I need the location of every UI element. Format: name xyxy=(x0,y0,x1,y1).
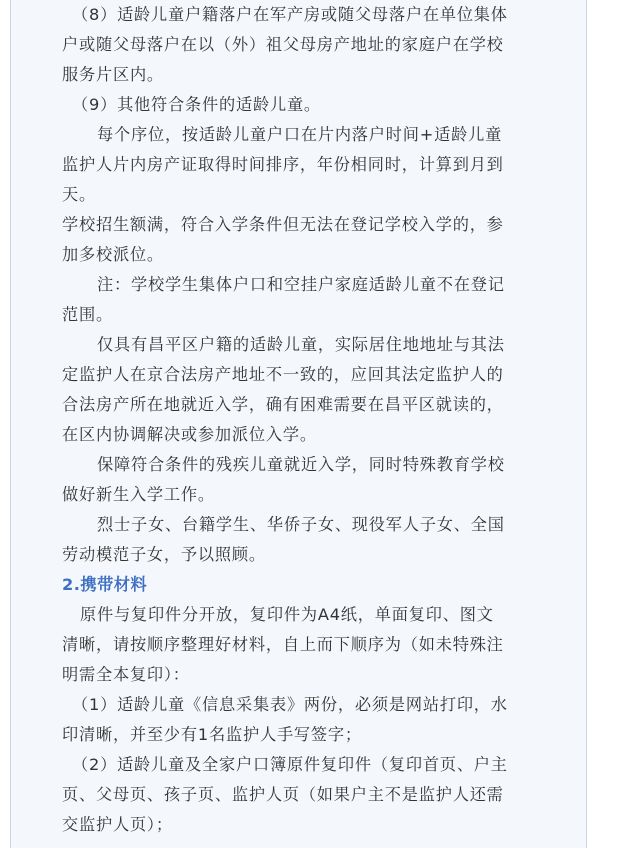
paragraph-line: 定监护人在京合法房产地址不一致的，应回其法定监护人的 xyxy=(62,365,504,384)
paragraph-line: （8）适龄儿童户籍落户在军产房或随父母落户在单位集体 xyxy=(72,5,508,24)
paragraph-line: 在区内协调解决或参加派位入学。 xyxy=(62,425,317,444)
paragraph-line: 原件与复印件分开放，复印件为A4纸，单面复印、图文 xyxy=(80,605,494,624)
paragraph-line: 范围。 xyxy=(62,305,113,324)
paragraph-line: 合法房产所在地就近入学，确有困难需要在昌平区就读的， xyxy=(62,395,504,414)
paragraph-line: 做好新生入学工作。 xyxy=(62,485,215,504)
article-body xyxy=(62,0,567,840)
paragraph-line: （2）适龄儿童及全家户口簿原件复印件（复印首页、户主 xyxy=(72,755,508,774)
paragraph-line: 劳动模范子女，予以照顾。 xyxy=(62,545,266,564)
paragraph-line: 印清晰，并至少有1名监护人手写签字； xyxy=(62,725,362,744)
paragraph-line: 户或随父母落户在以（外）祖父母房产地址的家庭户在学校 xyxy=(62,35,504,54)
paragraph-line: 监护人片内房产证取得时间排序，年份相同时，计算到月到 xyxy=(62,155,504,174)
paragraph-line: （1）适龄儿童《信息采集表》两份，必须是网站打印，水 xyxy=(72,695,508,714)
paragraph-line: 学校招生额满，符合入学条件但无法在登记学校入学的，参 xyxy=(62,215,504,234)
paragraph-line: 保障符合条件的残疾儿童就近入学，同时特殊教育学校 xyxy=(97,455,505,474)
paragraph-line: 清晰，请按顺序整理好材料，自上而下顺序为（如未特殊注 xyxy=(62,635,504,654)
paragraph-line: 交监护人页）； xyxy=(62,815,173,834)
paragraph-line: （9）其他符合条件的适龄儿童。 xyxy=(72,95,321,114)
paragraph-line: 天。 xyxy=(62,185,96,204)
paragraph-line: 烈士子女、台籍学生、华侨子女、现役军人子女、全国 xyxy=(97,515,505,534)
paragraph-line: 服务片区内。 xyxy=(62,65,164,84)
section-heading: 2.携带材料 xyxy=(62,575,148,594)
paragraph-line: 每个序位，按适龄儿童户口在片内落户时间+适龄儿童 xyxy=(97,125,503,144)
paragraph-line: 仅具有昌平区户籍的适龄儿童，实际居住地地址与其法 xyxy=(97,335,505,354)
paragraph-line: 明需全本复印）： xyxy=(62,665,190,684)
paragraph-line: 加多校派位。 xyxy=(62,245,164,264)
paragraph-line: 页、父母页、孩子页、监护人页（如果户主不是监护人还需 xyxy=(62,785,504,804)
paragraph-line: 注：学校学生集体户口和空挂户家庭适龄儿童不在登记 xyxy=(97,275,505,294)
